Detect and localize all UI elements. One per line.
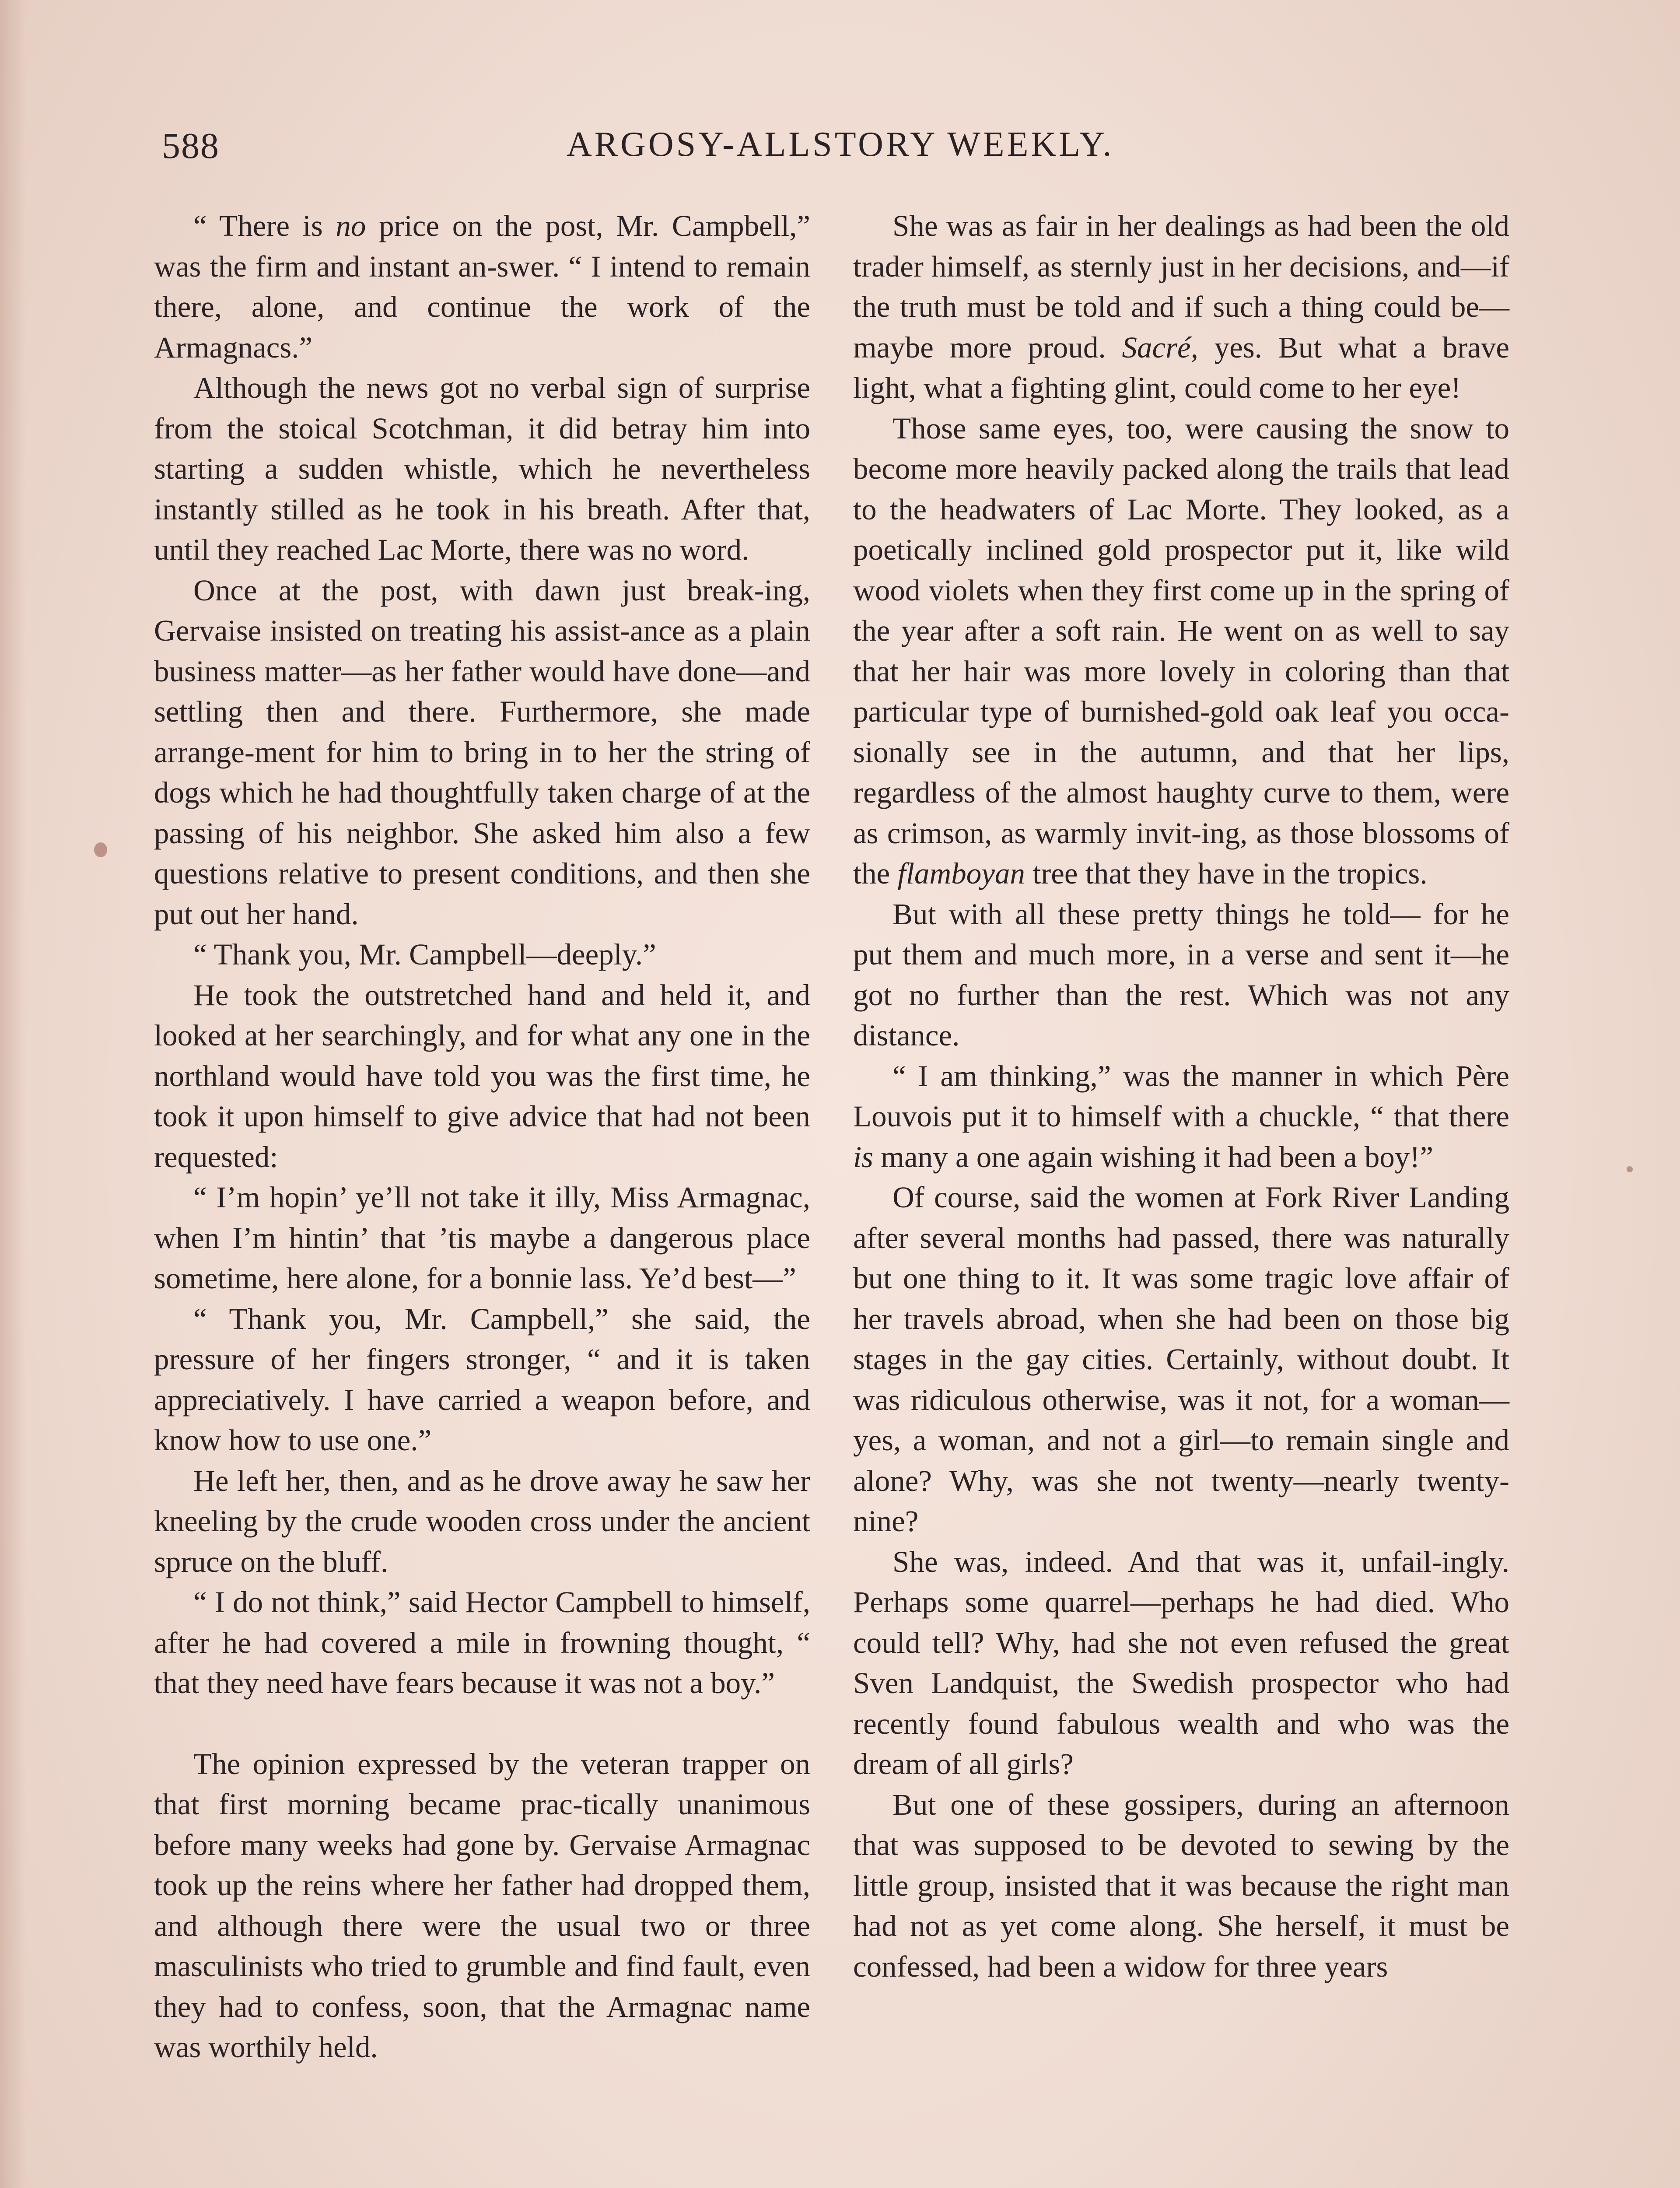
paragraph: He left her, then, and as he drove away he saw her kneeling by the crude wooden cross under the ancient spruce on the bluff. — [154, 1464, 810, 1578]
paper-speck — [94, 842, 107, 857]
text-run: yes. But what a brave light, what a fighting glint, could come to her eye! — [853, 330, 1509, 404]
paragraph — [853, 206, 1509, 408]
paragraph: The opinion expressed by the veteran trapper on that first morning became prac-tically unanimous before many weeks had gone by. Gervaise Armagnac took up the reins where her father had dropped them, and although there were the usual two or three masculinists who tried to grumble and find fault, even they had to confess, soon, that the Armagnac name was worthily held. — [154, 1747, 810, 2064]
right-column — [853, 206, 1509, 1987]
text-run: Those same eyes, too, were causing the snow to become more heavily packed along the trails that lead to the headwaters of Lac Morte. They looked, as a poetically inclined gold prospector put it, like wild wood violets when they first come up in the spring of the year after a soft rain. He went on as well to say that her hair was more lovely in coloring than that particular type of burnished-gold oak leaf you occa-sionally see in the autumn, and that her lips, regardless of the almost haughty curve to them, were as crimson, as warmly invit-ing, as those blossoms of the — [853, 411, 1509, 890]
paragraph: “ I do not think,” said Hector Campbell to himself, after he had covered a mile in frowning thought, “ that they need have fears because it was not a boy.” — [154, 1585, 810, 1700]
page-edge-shadow — [0, 0, 26, 2188]
paragraph: But one of these gossipers, during an afternoon that was supposed to be devoted to sewing by the little group, insisted that it was because the right man had not as yet come along. She herself, it must be confessed, had been a widow for three years — [853, 1788, 1509, 1983]
text-run: price on the post, Mr. Campbell,” was the firm and instant an-swer. “ I intend to remain there, alone, and continue the work of the Armagnacs.” — [154, 209, 810, 364]
page-number: 588 — [162, 126, 220, 166]
paragraph — [853, 1056, 1509, 1178]
text-run: “ There is — [193, 209, 336, 242]
paper-speck — [1627, 1166, 1633, 1172]
italic-text: flamboyan — [897, 857, 1025, 890]
paragraph: “ Thank you, Mr. Campbell,” she said, the pressure of her fingers stronger, “ and it is taken appreciatively. I have carried a weapon before, and know how to use one.” — [154, 1302, 810, 1457]
paragraph: Of course, said the women at Fork River Landing after several months had passed, there was naturally but one thing to it. It was some tragic love affair of her travels abroad, when she had been on those big stages in the gay cities. Certainly, without doubt. It was ridiculous otherwise, was it not, for a woman—yes, a woman, and not a girl—to remain single and alone? Why, was she not twenty—nearly twenty-nine? — [853, 1181, 1509, 1538]
paragraph: Once at the post, with dawn just break-ing, Gervaise insisted on treating his assist-ance as a plain business matter—as her father would have done—and settling then and there. Furthermore, she made arrange-ment for him to bring in to her the string of dogs which he had thoughtfully taken charge of at the passing of his neighbor. She asked him also a few questions relative to present conditions, and then she put out her hand. — [154, 573, 810, 931]
page-header — [162, 125, 1518, 177]
paragraph: “ I’m hopin’ ye’ll not take it illy, Miss Armagnac, when I’m hintin’ that ’tis maybe a dangerous place sometime, here alone, for a bonnie lass. Ye’d best—” — [154, 1181, 810, 1295]
italic-text: no — [336, 209, 366, 242]
text-run: “ I am thinking,” was the manner in which Père Louvois put it to himself with a chuckle, “ that there — [853, 1059, 1509, 1133]
text-run: tree that they have in the tropics. — [1025, 857, 1428, 890]
italic-text: Sacré, — [1122, 330, 1198, 364]
paragraph: Although the news got no verbal sign of surprise from the stoical Scotchman, it did betray him into starting a sudden whistle, which he nevertheless instantly stilled as he took in his breath. After that, until they reached Lac Morte, there was no word. — [154, 371, 810, 566]
left-column — [154, 206, 810, 2068]
text-run: She was as fair in her dealings as had been the old trader himself, as sternly just in her decisions, and—if the truth must be told and if such a thing could be—maybe more proud. — [853, 209, 1509, 364]
text-run: many a one again wishing it had been a boy!” — [873, 1140, 1433, 1174]
paragraph: But with all these pretty things he told— for he put them and much more, in a verse and sent it—he got no further than the rest. Which was not any distance. — [853, 897, 1509, 1052]
paragraph: He took the outstretched hand and held it, and looked at her searchingly, and for what any one in the northland would have told you was the first time, he took it upon himself to give advice that had not been requested: — [154, 978, 810, 1174]
paragraph — [853, 408, 1509, 894]
running-head: ARGOSY-ALLSTORY WEEKLY. — [567, 125, 1114, 164]
paragraph: She was, indeed. And that was it, unfail-ingly. Perhaps some quarrel—perhaps he had died. Who could tell? Why, had she not even refused the great Sven Landquist, the Swedish prospector who had recently found fabulous wealth and who was the dream of all girls? — [853, 1545, 1509, 1781]
paragraph: “ Thank you, Mr. Campbell—deeply.” — [193, 938, 656, 971]
italic-text: is — [853, 1140, 874, 1174]
paragraph — [154, 206, 810, 368]
